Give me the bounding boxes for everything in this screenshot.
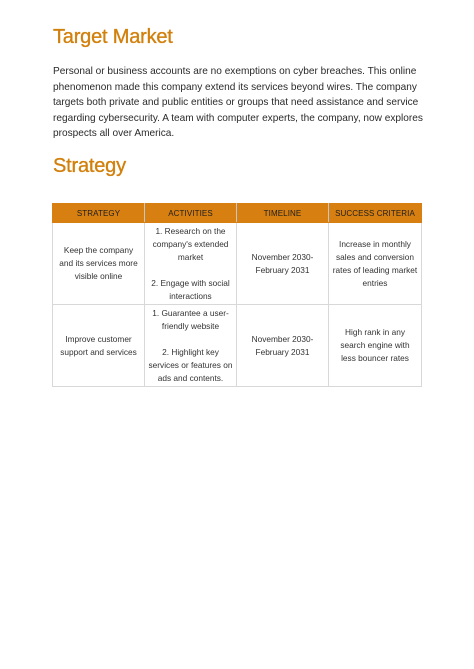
- activity-item: 2. Highlight key services or features on ads and contents.: [148, 346, 233, 383]
- cell-strategy: [53, 223, 145, 305]
- cell-success-criteria: [329, 305, 422, 387]
- target-market-paragraph: Personal or business accounts are no exemptions on cyber breaches. This online phenomenon made this company extend its services beyond wires. The company targets both private and public entities or groups that need assistance and service regarding cybersecurity. A team with computer experts, the company, now explores prospects all over America.: [53, 66, 423, 139]
- table-row: [53, 223, 422, 305]
- activity-item: 1. Research on the company's extended market: [152, 225, 229, 262]
- header-timeline: TIMELINE: [237, 204, 329, 223]
- header-strategy: STRATEGY: [53, 204, 145, 223]
- strategy-table: [52, 203, 422, 387]
- cell-text: Improve customer support and services: [60, 333, 137, 357]
- cell-text: Keep the company and its services more visible online: [59, 245, 138, 281]
- cell-timeline: [237, 223, 329, 305]
- table-row: [53, 305, 422, 387]
- cell-activities: [145, 223, 237, 305]
- activity-item: 1. Guarantee a user-friendly website: [152, 307, 229, 331]
- section-title-target-market: Target Market: [53, 26, 173, 48]
- cell-success-criteria: [329, 223, 422, 305]
- header-activities: ACTIVITIES: [145, 204, 237, 223]
- section-title-strategy: Strategy: [53, 155, 126, 177]
- cell-text: High rank in any search engine with less bouncer rates: [340, 327, 410, 363]
- cell-text: November 2030- February 2031: [251, 251, 314, 275]
- table-header-row: [53, 204, 422, 223]
- cell-text: November 2030- February 2031: [251, 333, 314, 357]
- cell-strategy: [53, 305, 145, 387]
- cell-timeline: [237, 305, 329, 387]
- activity-item: 2. Engage with social interactions: [151, 277, 230, 301]
- header-success-criteria: SUCCESS CRITERIA: [329, 204, 422, 223]
- cell-text: Increase in monthly sales and conversion rates of leading market entries: [332, 238, 418, 288]
- cell-activities: [145, 305, 237, 387]
